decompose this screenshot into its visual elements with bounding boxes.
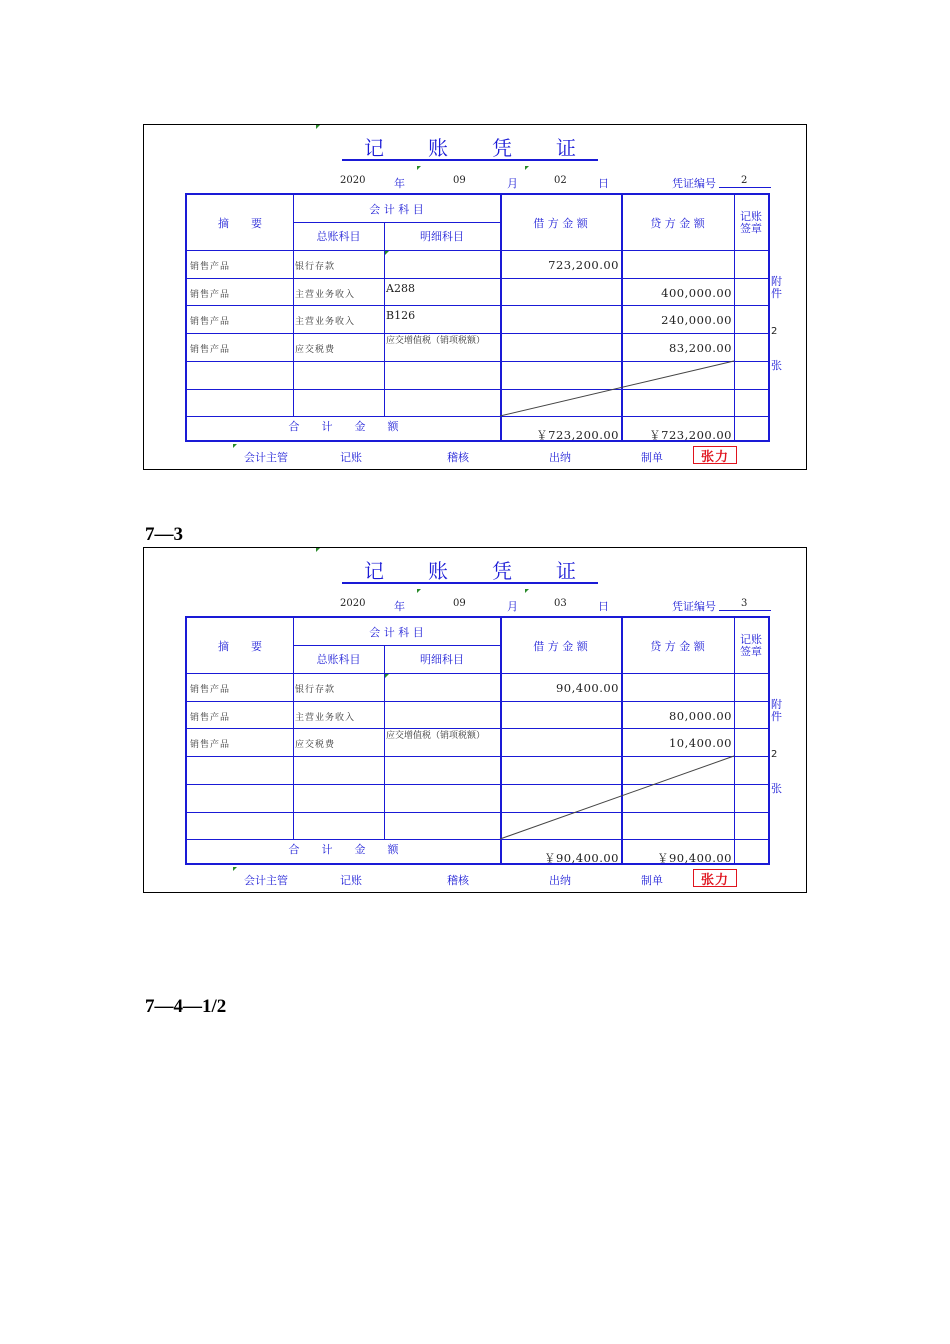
voucher-date-row: [144, 596, 806, 614]
sign-auditor: 稽核: [447, 874, 469, 887]
voucher-no-label: 凭证编号: [672, 177, 716, 190]
header-accounts: 会 计 科 目: [369, 202, 424, 216]
header-summary: 摘 要: [218, 639, 262, 653]
date-day: 02: [554, 175, 567, 186]
header-general-account: 总账科目: [316, 653, 361, 666]
cell-comment-marker: [316, 125, 320, 129]
date-year: 2020: [340, 598, 366, 609]
cell-comment-marker: [525, 589, 529, 593]
row-general-account: 应交税费: [295, 345, 336, 356]
attach-fu: 附: [771, 698, 782, 711]
header-post-sign: 记账 签章: [740, 632, 762, 658]
diagonal-stroke: [500, 361, 734, 416]
voucher-title-char: 凭: [492, 135, 512, 160]
diagonal-stroke: [500, 756, 734, 839]
voucher-1: [143, 124, 807, 470]
voucher-table: [185, 193, 770, 442]
sign-cashier: 出纳: [549, 874, 571, 887]
attach-jian: 件: [771, 287, 782, 300]
row-detail-account: 应交增值税（销项税额）: [386, 336, 486, 347]
date-day: 03: [554, 598, 567, 609]
row-summary: 销售产品: [190, 317, 231, 328]
date-year: 2020: [340, 175, 366, 186]
total-credit: ￥723,200.00: [649, 428, 732, 442]
voucher-no-underline: [719, 187, 771, 188]
preparer-name-stamp: 张力: [693, 446, 737, 464]
attach-count: 2: [771, 326, 778, 337]
voucher-title-char: 账: [428, 135, 448, 160]
date-month: 09: [453, 598, 466, 609]
sign-supervisor: 会计主管: [244, 451, 288, 464]
cell-comment-marker: [417, 166, 421, 170]
row-general-account: 应交税费: [295, 740, 336, 751]
voucher-title-char: 记: [364, 135, 384, 160]
date-day-label: 日: [598, 600, 609, 613]
attach-count: 2: [771, 749, 778, 760]
header-general-account: 总账科目: [316, 230, 361, 243]
row-general-account: 银行存款: [295, 685, 336, 695]
row-credit-amount: 80,000.00: [668, 708, 732, 723]
row-summary: 销售产品: [190, 712, 231, 723]
row-summary: 销售产品: [190, 345, 231, 356]
cell-comment-marker: [525, 166, 529, 170]
section-label-7-3: 7—3: [145, 524, 183, 545]
row-credit-amount: 10,400.00: [668, 736, 732, 751]
row-summary: 销售产品: [190, 740, 231, 751]
row-credit-amount: 400,000.00: [661, 285, 732, 300]
voucher-no: 3: [741, 598, 748, 609]
row-general-account: 主营业务收入: [295, 712, 356, 723]
voucher-title-char: 凭: [492, 558, 512, 583]
date-year-label: 年: [394, 177, 405, 190]
row-summary: 销售产品: [190, 685, 231, 695]
row-debit-amount: 723,200.00: [548, 258, 619, 272]
header-detail-account: 明细科目: [420, 653, 464, 666]
voucher-2: [143, 547, 807, 893]
row-general-account: 主营业务收入: [295, 317, 356, 328]
voucher-date-row: [144, 173, 806, 191]
row-credit-amount: 83,200.00: [668, 341, 732, 356]
voucher-title: [342, 133, 598, 161]
voucher-title-char: 账: [428, 558, 448, 583]
row-summary: 销售产品: [190, 262, 231, 272]
signature-row: [144, 870, 806, 890]
header-post-sign: 记账 签章: [740, 209, 762, 235]
row-debit-amount: 90,400.00: [555, 681, 619, 695]
cancel-diagonal-line: [187, 618, 772, 867]
total-debit: ￥90,400.00: [543, 851, 619, 865]
header-credit: 贷 方 金 额: [650, 639, 705, 653]
preparer-name-stamp: 张力: [693, 869, 737, 887]
date-day-label: 日: [598, 177, 609, 190]
total-debit: ￥723,200.00: [536, 428, 619, 442]
header-detail-account: 明细科目: [420, 230, 464, 243]
date-month-label: 月: [507, 600, 518, 613]
voucher-title-char: 证: [556, 135, 576, 160]
cell-comment-marker: [316, 548, 320, 552]
sign-bookkeeper: 记账: [340, 874, 362, 887]
attach-jian: 件: [771, 710, 782, 723]
voucher-title-char: 记: [364, 558, 384, 583]
header-credit: 贷 方 金 额: [650, 216, 705, 230]
total-label: 合 计 金 额: [288, 420, 399, 433]
header-debit: 借 方 金 额: [533, 639, 588, 653]
sign-supervisor: 会计主管: [244, 874, 288, 887]
cell-comment-marker: [233, 867, 237, 871]
row-general-account: 银行存款: [295, 262, 336, 272]
row-summary: 销售产品: [190, 289, 231, 300]
attach-zhang: 张: [771, 782, 782, 795]
total-label: 合 计 金 额: [288, 843, 399, 856]
total-credit: ￥90,400.00: [656, 851, 732, 865]
sign-preparer: 制单: [641, 451, 663, 464]
cell-comment-marker: [417, 589, 421, 593]
date-year-label: 年: [394, 600, 405, 613]
sign-bookkeeper: 记账: [340, 451, 362, 464]
voucher-no-underline: [719, 610, 771, 611]
header-accounts: 会 计 科 目: [369, 625, 424, 639]
voucher-title: [342, 556, 598, 584]
header-summary: 摘 要: [218, 216, 262, 230]
sign-preparer: 制单: [641, 874, 663, 887]
row-detail-account: B126: [386, 309, 416, 323]
date-month: 09: [453, 175, 466, 186]
sign-cashier: 出纳: [549, 451, 571, 464]
date-month-label: 月: [507, 177, 518, 190]
voucher-title-char: 证: [556, 558, 576, 583]
row-detail-account: 应交增值税（销项税额）: [386, 731, 486, 742]
voucher-table: [185, 616, 770, 865]
cell-comment-marker: [233, 444, 237, 448]
voucher-no: 2: [741, 175, 748, 186]
voucher-no-label: 凭证编号: [672, 600, 716, 613]
signature-row: [144, 447, 806, 467]
attach-fu: 附: [771, 275, 782, 288]
section-label-7-4: 7—4—1/2: [145, 996, 227, 1017]
attach-zhang: 张: [771, 359, 782, 372]
cancel-diagonal-line: [187, 195, 772, 444]
sign-auditor: 稽核: [447, 451, 469, 464]
row-credit-amount: 240,000.00: [661, 313, 732, 328]
row-detail-account: A288: [386, 281, 415, 295]
header-debit: 借 方 金 额: [533, 216, 588, 230]
row-general-account: 主营业务收入: [295, 289, 356, 300]
